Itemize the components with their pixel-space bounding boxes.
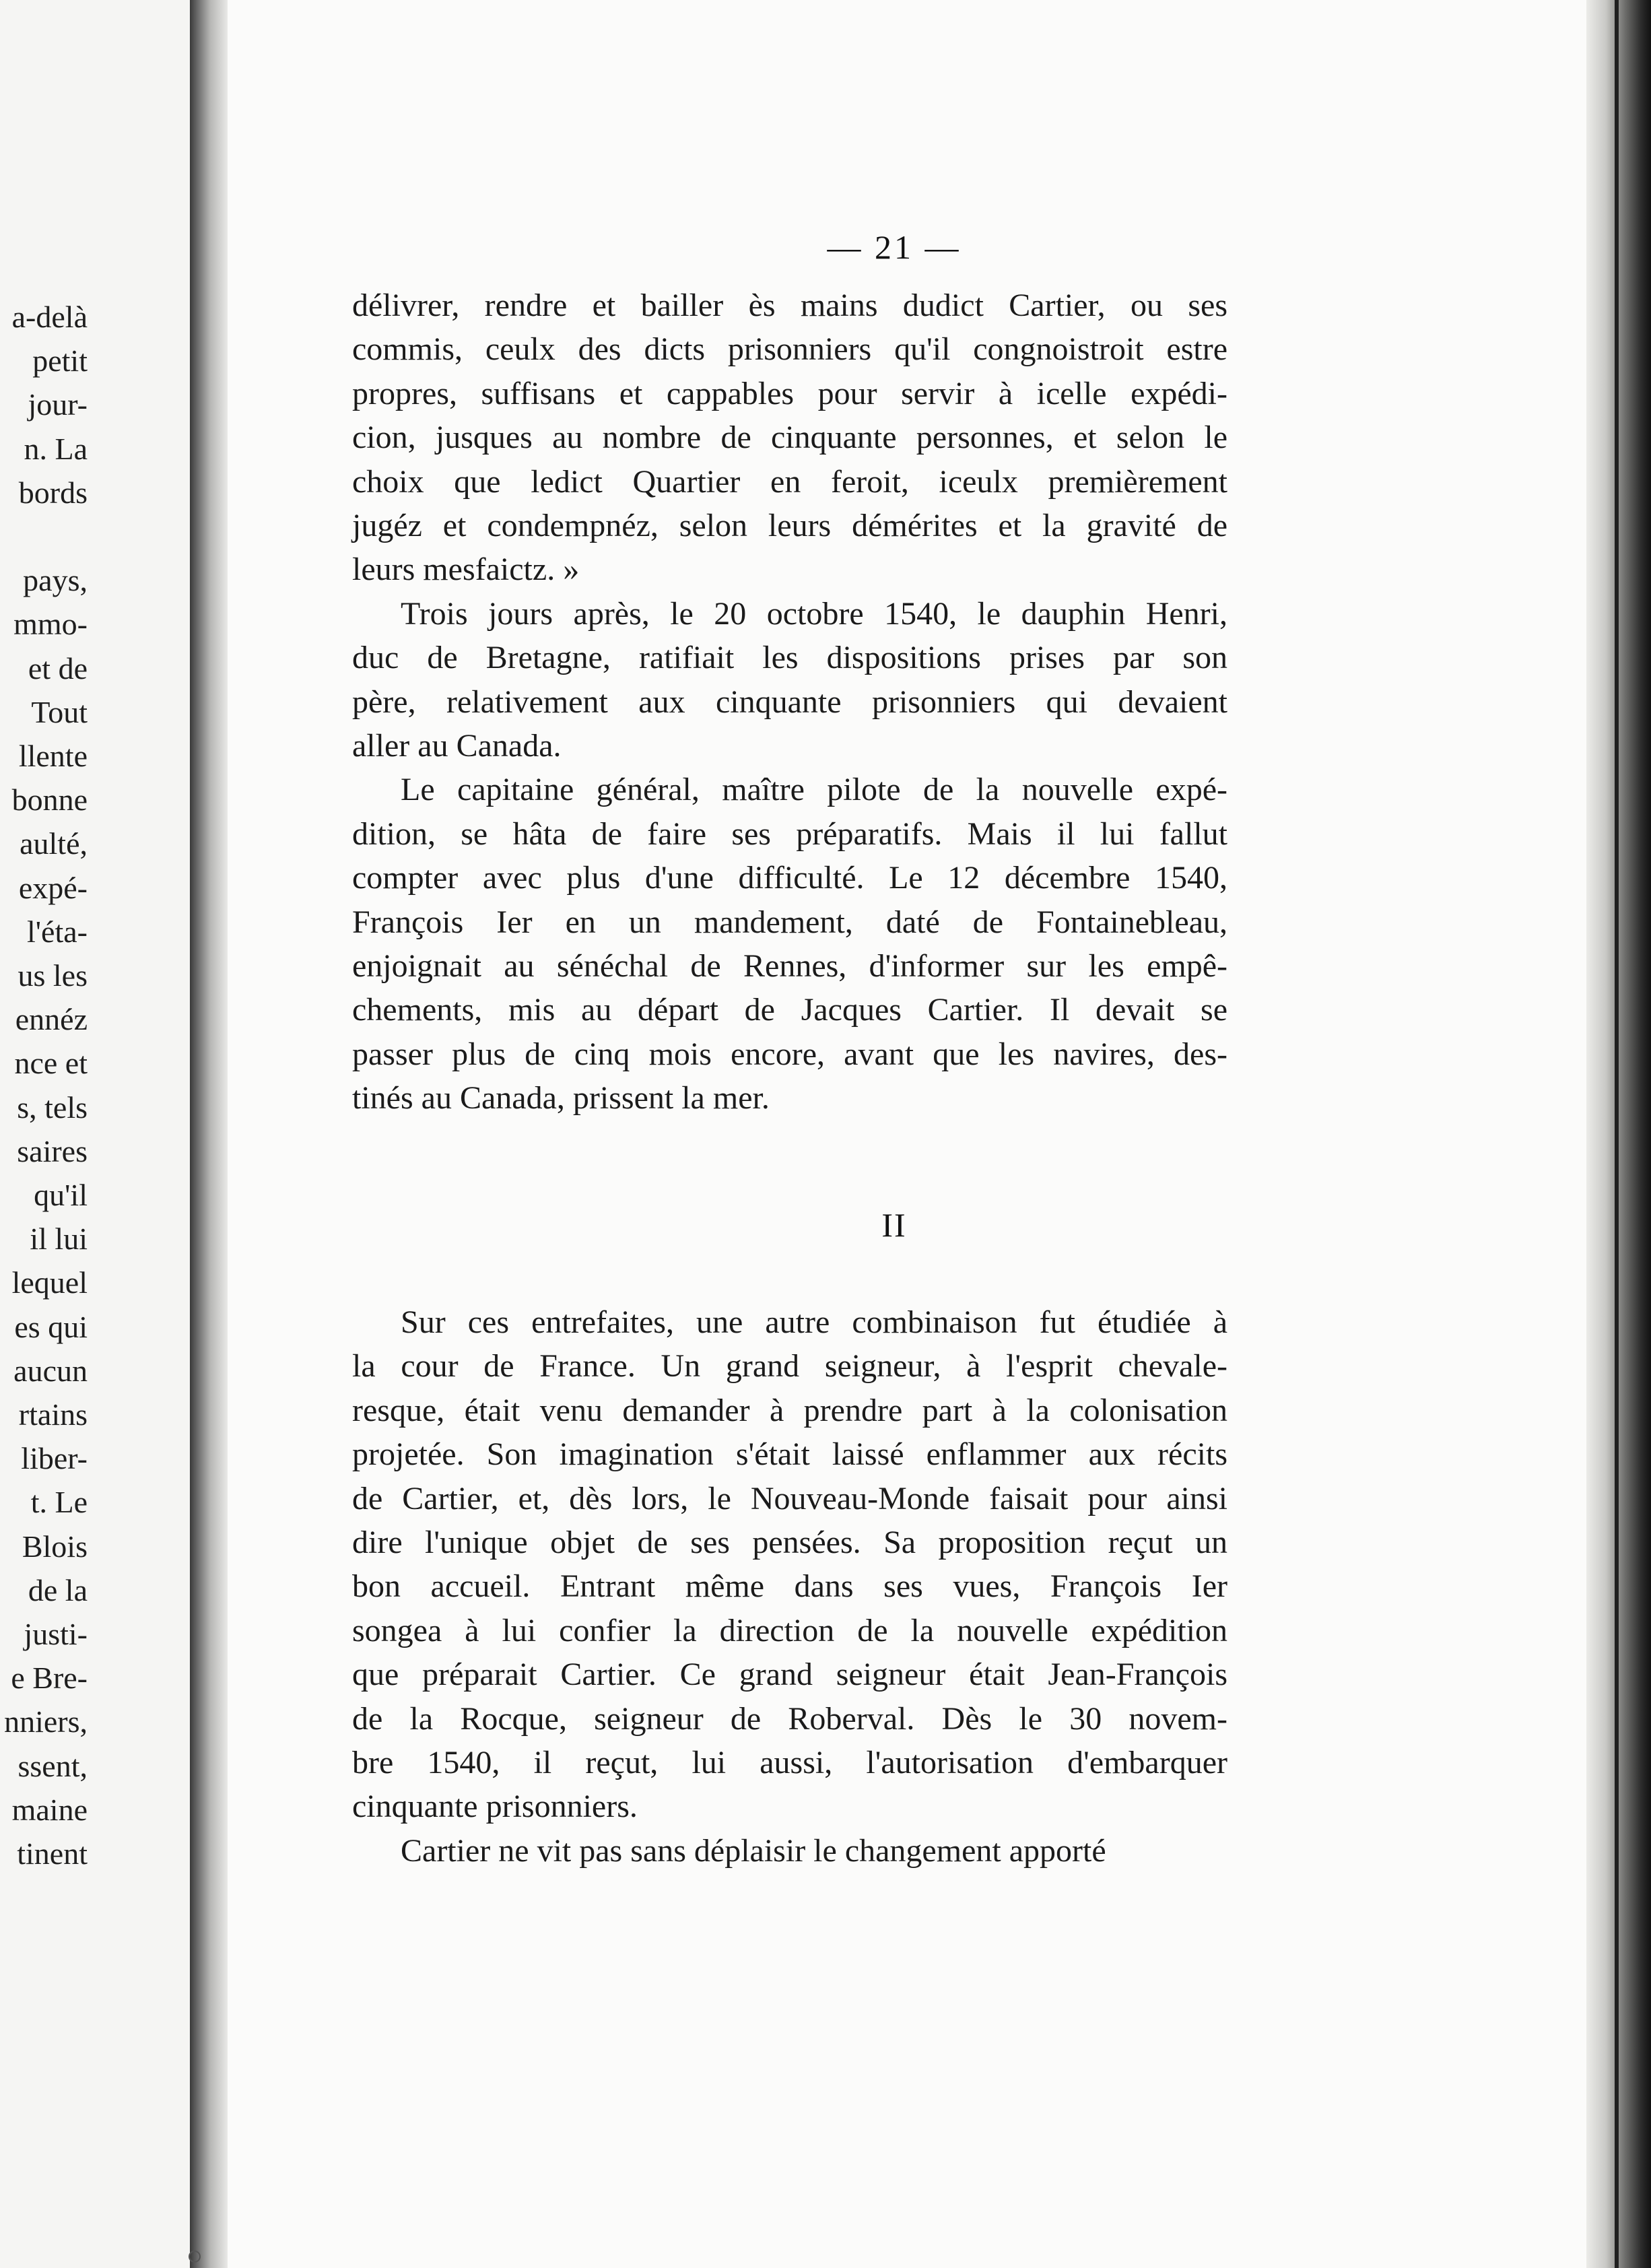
left-page-line: Tout — [31, 694, 88, 729]
left-page-line: a-delà — [11, 300, 88, 334]
left-page-line: et de — [28, 651, 88, 686]
left-page-line: aulté, — [20, 826, 88, 861]
text-line: aller au Canada. — [352, 728, 562, 764]
text-line: projetée. Son imagination s'était laissé enflammer aux récits — [352, 1436, 1227, 1473]
left-page-line: ssent, — [18, 1748, 88, 1783]
left-page-line: tinent — [17, 1836, 88, 1871]
text-line: propres, suffisans et cappables pour servir à icelle expédi- — [352, 375, 1227, 411]
left-page-line: qu'il — [34, 1178, 88, 1212]
left-page-line: llente — [18, 739, 88, 773]
text-line: duc de Bretagne, ratifiait les dispositions prises par son — [352, 640, 1227, 676]
left-page-line: l'éta- — [26, 914, 88, 949]
left-page-line: bonne — [11, 782, 88, 818]
left-page-line: saires — [17, 1133, 88, 1168]
text-line: bon accueil. Entrant même dans ses vues, François Ier — [352, 1568, 1227, 1605]
left-page-line: il lui — [30, 1222, 88, 1257]
text-line: de Cartier, et, dès lors, le Nouveau-Monde faisait pour ainsi — [352, 1480, 1227, 1516]
left-page-line: bords — [18, 475, 88, 510]
text-line: de la Rocque, seigneur de Roberval. Dès le 30 novem- — [352, 1700, 1227, 1737]
text-line: passer plus de cinq mois encore, avant que les navires, des- — [352, 1036, 1227, 1072]
left-page-line: aucun — [13, 1353, 88, 1388]
left-page-line: mmo- — [13, 607, 88, 642]
left-page-line: n. La — [24, 431, 88, 466]
left-page-line: e Bre- — [11, 1661, 88, 1696]
left-page-line: petit — [32, 343, 88, 378]
text-line: resque, était venu demander à prendre part à la colonisation — [352, 1392, 1227, 1428]
text-line: Sur ces entrefaites, une autre combinaison fut étudiée à — [401, 1304, 1227, 1340]
left-page-line: lequel — [11, 1265, 88, 1300]
left-page-line: maine — [11, 1792, 88, 1827]
left-page-line: s, tels — [17, 1090, 88, 1125]
left-page-line: liber- — [21, 1441, 88, 1476]
text-line: leurs mesfaictz. » — [352, 552, 580, 588]
binding-line — [1615, 0, 1619, 2268]
text-line: François Ier en un mandement, daté de Fontainebleau, — [352, 904, 1227, 940]
text-line: bre 1540, il reçut, lui aussi, l'autorisation d'embarquer — [352, 1745, 1227, 1780]
text-line: chements, mis au départ de Jacques Cartier. Il devait se — [352, 992, 1227, 1028]
left-page-line: es qui — [14, 1309, 88, 1344]
text-line: tinés au Canada, prissent la mer. — [352, 1080, 770, 1116]
text-line: dition, se hâta de faire ses préparatifs. Mais il lui fallut — [352, 815, 1227, 852]
text-line: choix que ledict Quartier en feroit, iceulx premièrement — [352, 463, 1227, 500]
text-line: délivrer, rendre et bailler ès mains dudict Cartier, ou ses — [352, 288, 1227, 323]
text-line: enjoignait au sénéchal de Rennes, d'informer sur les empê- — [352, 948, 1227, 984]
left-page-line: Blois — [22, 1529, 88, 1564]
left-page-line: jour- — [28, 387, 88, 422]
scan-artifact-speck — [189, 2250, 201, 2263]
book-page — [228, 0, 1586, 2268]
left-page-line: t. Le — [30, 1485, 88, 1520]
text-line: jugéz et condempnéz, selon leurs démérites et la gravité de — [352, 508, 1227, 543]
text-line: que préparait Cartier. Ce grand seigneur était Jean-François — [352, 1657, 1227, 1693]
left-page-line: rtains — [18, 1397, 88, 1432]
text-line: commis, ceulx des dicts prisonniers qu'il congnoistroit estre — [352, 331, 1227, 368]
left-page-line: us les — [18, 958, 88, 993]
left-facing-page — [0, 0, 190, 2268]
page-edge-binding — [1586, 0, 1651, 2268]
left-page-line: pays, — [23, 563, 88, 598]
text-line: la cour de France. Un grand seigneur, à l'esprit chevale- — [352, 1348, 1227, 1385]
left-page-line: nniers, — [4, 1704, 88, 1739]
left-page-line: justi- — [24, 1617, 88, 1651]
section-heading: II — [881, 1206, 907, 1244]
text-line: Cartier ne vit pas sans déplaisir le changement apporté — [401, 1832, 1106, 1869]
text-line: père, relativement aux cinquante prisonniers qui devaient — [352, 683, 1227, 720]
text-line: compter avec plus d'une difficulté. Le 12 décembre 1540, — [352, 860, 1227, 896]
left-page-line: ennéz — [15, 1002, 88, 1037]
text-line: Le capitaine général, maître pilote de la nouvelle expé- — [401, 772, 1227, 808]
text-line: cion, jusques au nombre de cinquante personnes, et selon le — [352, 420, 1227, 456]
text-line: cinquante prisonniers. — [352, 1789, 638, 1825]
left-page-line: nce et — [14, 1046, 88, 1081]
left-page-line: de la — [28, 1572, 88, 1607]
text-line: songea à lui confier la direction de la nouvelle expédition — [352, 1612, 1227, 1648]
left-page-line: expé- — [18, 870, 88, 905]
book-gutter-shadow — [190, 0, 228, 2268]
text-line: dire l'unique objet de ses pensées. Sa proposition reçut un — [352, 1525, 1227, 1560]
page-number: — 21 — — [827, 228, 962, 266]
text-line: Trois jours après, le 20 octobre 1540, le dauphin Henri, — [401, 595, 1227, 632]
